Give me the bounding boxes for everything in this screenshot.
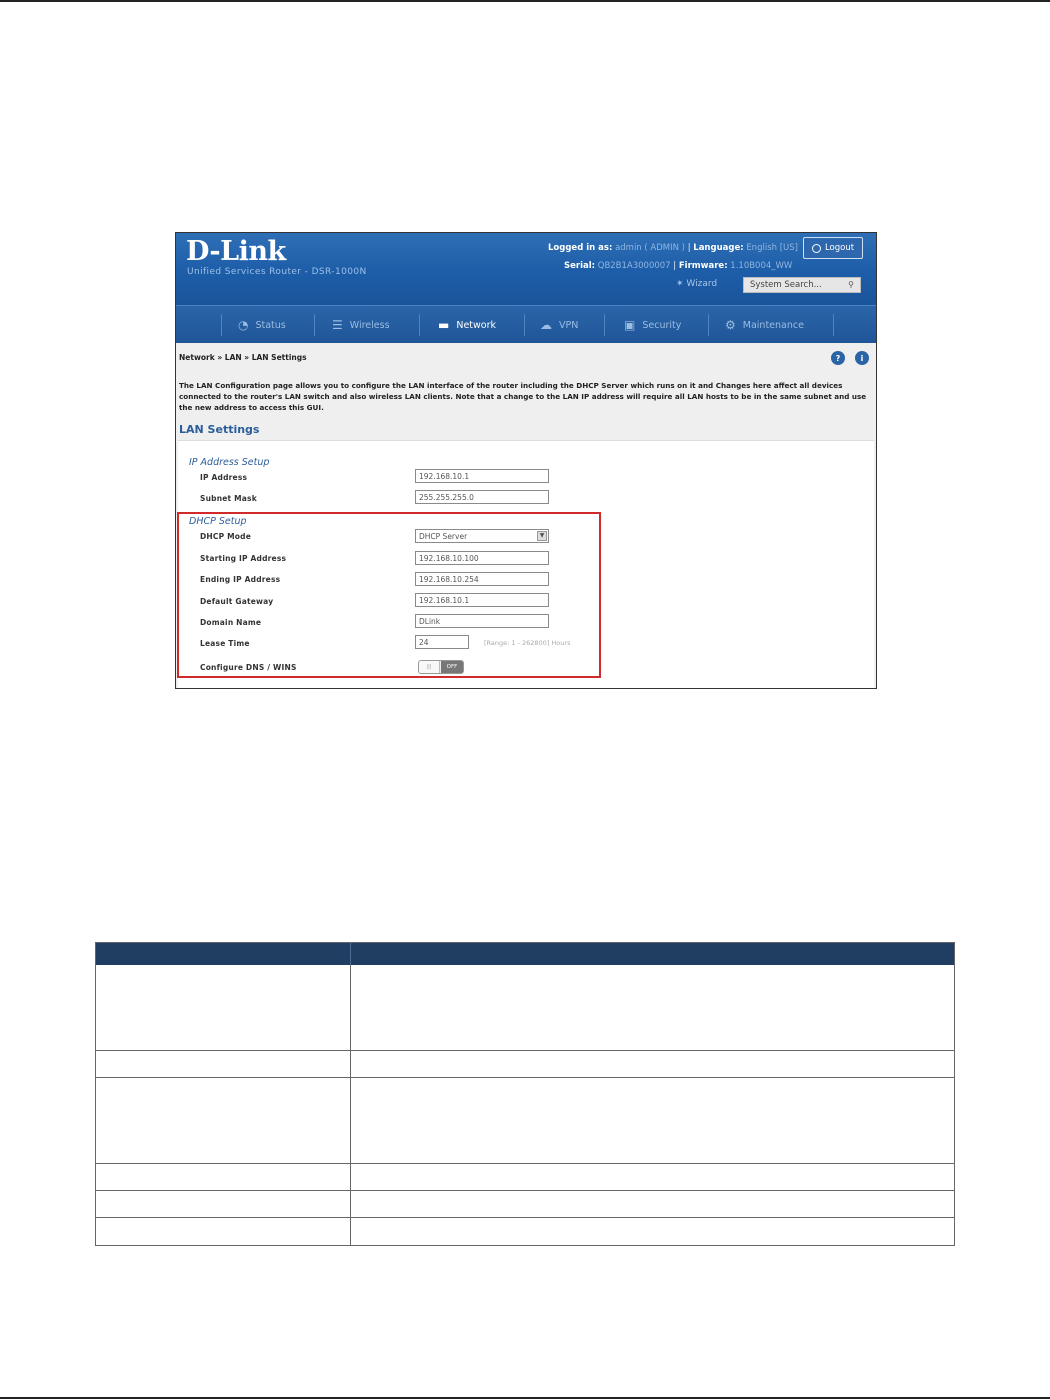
subnet-mask-label: Subnet Mask — [200, 494, 257, 503]
tab-security[interactable] — [624, 306, 681, 344]
tab-wireless[interactable] — [332, 306, 390, 344]
dhcp-mode-label: DHCP Mode — [200, 532, 251, 541]
bottom-rule — [0, 1397, 1050, 1399]
language-value[interactable]: English [US] — [746, 243, 798, 253]
firmware-value: 1.10B004_WW — [730, 261, 793, 271]
nav-separator — [314, 314, 315, 336]
tab-wireless-label: Wireless — [349, 319, 390, 331]
tab-security-label: Security — [642, 319, 682, 331]
breadcrumb: Network » LAN » LAN Settings — [179, 353, 307, 362]
table-row — [96, 1217, 954, 1218]
subnet-mask-field[interactable]: 255.255.255.0 — [415, 490, 549, 504]
firmware-label: Firmware: — [678, 261, 728, 271]
tab-maintenance-label: Maintenance — [742, 319, 804, 331]
tab-network-label: Network — [456, 319, 497, 331]
default-gateway-label: Default Gateway — [200, 597, 274, 606]
parameter-table — [95, 942, 955, 1246]
logout-button[interactable] — [803, 237, 863, 259]
router-header — [176, 233, 876, 305]
ending-ip-field[interactable]: 192.168.10.254 — [415, 572, 549, 586]
gauge-icon: ◔ — [238, 318, 249, 332]
tab-status-label: Status — [255, 319, 286, 331]
ip-address-field[interactable]: 192.168.10.1 — [415, 469, 549, 483]
table-column-divider — [350, 965, 351, 1245]
wifi-icon: ☰ — [332, 318, 343, 332]
section-title: LAN Settings — [179, 423, 260, 436]
default-gateway-field[interactable]: 192.168.10.1 — [415, 593, 549, 607]
help-icon[interactable]: ? — [831, 351, 845, 365]
ip-setup-title: IP Address Setup — [189, 457, 270, 468]
cloud-icon: ☁ — [540, 318, 552, 332]
ip-address-label: IP Address — [200, 473, 248, 482]
dlink-logo: D-Link — [186, 236, 286, 267]
domain-name-field[interactable]: DLink — [415, 614, 549, 628]
nav-separator — [221, 314, 222, 336]
login-info: Logged in as: admin ( ADMIN ) | Language: English [US] — [548, 243, 798, 253]
nav-separator — [833, 314, 834, 336]
top-rule — [0, 0, 1050, 2]
tab-vpn[interactable] — [540, 306, 578, 344]
logged-in-label: Logged in as: — [548, 243, 613, 253]
search-icon[interactable]: ⚲ — [848, 280, 854, 289]
starting-ip-label: Starting IP Address — [200, 554, 287, 563]
domain-name-label: Domain Name — [200, 618, 262, 627]
ending-ip-label: Ending IP Address — [200, 575, 281, 584]
router-screenshot — [175, 232, 877, 689]
table-row — [96, 1077, 954, 1078]
lease-time-hint: [Range: 1 - 262800] Hours — [484, 639, 571, 647]
table-row — [96, 1190, 954, 1191]
wizard-label: Wizard — [686, 279, 718, 289]
network-icon: ▬ — [438, 318, 450, 332]
toggle-off-label: OFF — [441, 661, 463, 673]
table-row — [96, 1050, 954, 1051]
nav-separator — [604, 314, 605, 336]
logged-in-value: admin ( ADMIN ) — [615, 243, 685, 253]
starting-ip-field[interactable]: 192.168.10.100 — [415, 551, 549, 565]
table-row — [96, 1163, 954, 1164]
system-search-input[interactable] — [743, 277, 861, 293]
tab-network[interactable] — [438, 306, 496, 344]
lease-time-field[interactable]: 24 — [415, 635, 469, 649]
gear-icon: ⚙ — [725, 318, 736, 332]
search-placeholder: System Search... — [750, 280, 822, 290]
page-description: The LAN Configuration page allows you to configure the LAN interface of the router including the DHCP Server which runs on it and Changes here affect all devices connected to the router's LAN switch and also wireless LAN clients. Note that a change to the LAN IP address will require all LAN hosts to be in the same subnet and use the new address to access this GUI. — [179, 381, 867, 412]
configure-dns-label: Configure DNS / WINS — [200, 663, 297, 672]
main-nav — [176, 305, 876, 344]
table-header-divider — [350, 943, 351, 965]
lease-time-label: Lease Time — [200, 639, 250, 648]
lock-icon: ▣ — [624, 318, 636, 332]
serial-label: Serial: — [564, 261, 596, 271]
product-subtitle: Unified Services Router - DSR-1000N — [187, 267, 367, 277]
device-info: Serial: QB2B1A3000007 | Firmware: 1.10B004_WW — [564, 261, 793, 271]
wizard-link[interactable] — [676, 279, 717, 289]
tab-maintenance[interactable] — [725, 306, 804, 344]
language-label: Language: — [693, 243, 744, 253]
tab-status[interactable] — [238, 306, 286, 344]
info-icon[interactable]: i — [855, 351, 869, 365]
power-icon — [812, 244, 821, 253]
dhcp-mode-value: DHCP Server — [419, 532, 468, 541]
dhcp-highlight-box — [177, 512, 601, 678]
chevron-down-icon: ▼ — [537, 531, 547, 541]
toggle-knob: ||| — [419, 661, 440, 673]
dhcp-setup-title: DHCP Setup — [189, 516, 247, 527]
serial-value: QB2B1A3000007 — [597, 261, 671, 271]
nav-separator — [524, 314, 525, 336]
wand-icon: ✶ — [676, 279, 684, 289]
nav-separator — [708, 314, 709, 336]
nav-separator — [419, 314, 420, 336]
table-header — [96, 943, 954, 965]
tab-vpn-label: VPN — [559, 319, 579, 331]
logout-label: Logout — [824, 243, 855, 253]
